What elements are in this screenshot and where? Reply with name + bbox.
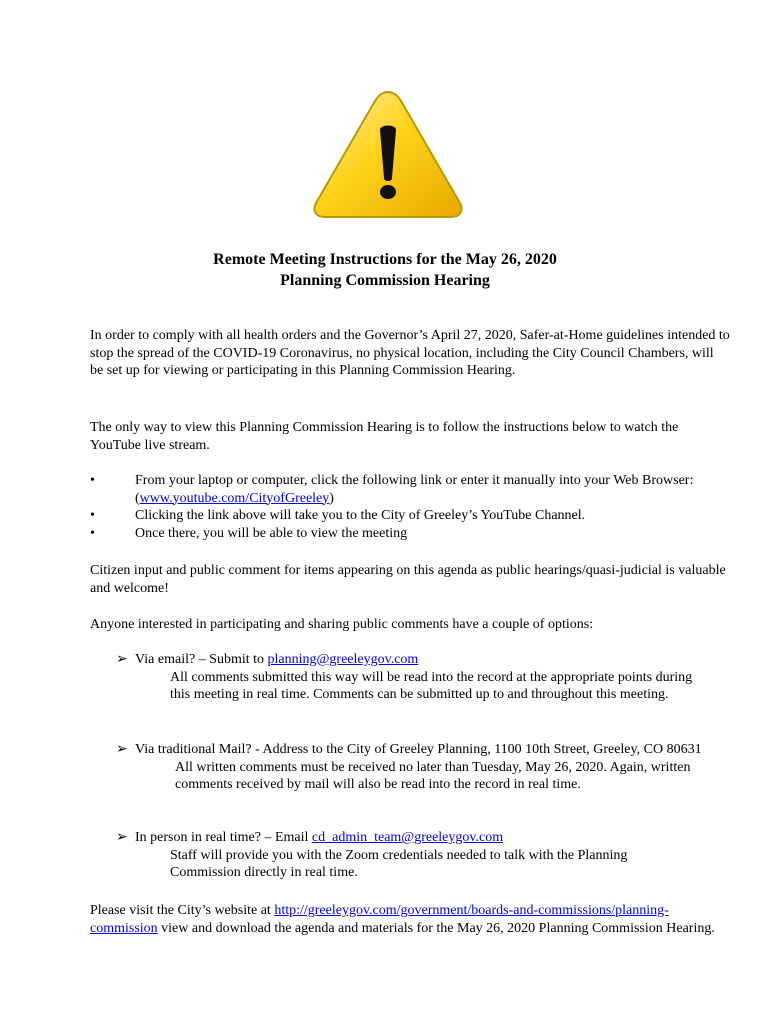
- option-heading-text: In person in real time? – Email: [135, 830, 312, 845]
- planning-email-link[interactable]: planning@greeleygov.com: [267, 652, 419, 667]
- option-in-person: [117, 829, 717, 882]
- option-detail: Staff will provide you with the Zoom credentials needed to talk with the Planning Commission directly in real time.: [170, 847, 628, 881]
- option-heading: [117, 651, 717, 669]
- youtube-link[interactable]: www.youtube.com/CityofGreeley: [139, 490, 330, 506]
- option-mail: [117, 741, 717, 794]
- bullet-icon: •: [90, 525, 95, 541]
- admin-team-email-link[interactable]: cd_admin_team@greeleygov.com: [311, 830, 504, 845]
- bullet-text-end: ): [329, 490, 334, 506]
- list-item: [90, 507, 730, 525]
- option-heading: [117, 829, 717, 847]
- list-item: [90, 525, 730, 543]
- bullet-icon: •: [90, 508, 95, 524]
- viewing-instructions-list: [90, 472, 730, 542]
- page-title: [0, 249, 770, 291]
- bullet-text: From your laptop or computer, click the following link or enter it manually into your Web Browser: (: [135, 473, 694, 506]
- bullet-text: Once there, you will be able to view the meeting: [135, 525, 408, 541]
- options-intro-paragraph: Anyone interested in participating and sharing public comments have a couple of options:: [90, 617, 594, 632]
- planning-commission-website-link[interactable]: http://greeleygov.com/government/boards-and-commissions/planning-commission: [90, 903, 669, 936]
- citizen-input-paragraph: Citizen input and public comment for items appearing on this agenda as public hearings/quasi-judicial is valuable and welcome!: [90, 563, 726, 596]
- title-line-2: Planning Commission Hearing: [280, 272, 490, 289]
- view-intro-paragraph: The only way to view this Planning Commission Hearing is to follow the instructions below to watch the YouTube live stream.: [90, 420, 679, 453]
- closing-paragraph: [90, 902, 730, 937]
- arrow-bullet-icon: ➢: [116, 652, 128, 667]
- option-heading-text: Via email? – Submit to: [135, 652, 268, 667]
- list-item: [90, 472, 730, 507]
- arrow-bullet-icon: ➢: [116, 830, 128, 845]
- bullet-text: Clicking the link above will take you to the City of Greeley’s YouTube Channel.: [135, 508, 586, 524]
- option-email: [117, 651, 717, 704]
- option-detail: All comments submitted this way will be read into the record at the appropriate points during this meeting in real time. Comments can be submitted up to and throughout this meeting.: [170, 669, 693, 703]
- intro-paragraph: In order to comply with all health orders and the Governor’s April 27, 2020, Safer-at-Home guidelines intended to stop the spread of the COVID-19 Coronavirus, no physical location, including the City Council Chambers, will be set up for viewing or participating in this Planning Commission Hearing.: [90, 328, 730, 379]
- arrow-bullet-icon: ➢: [116, 742, 128, 757]
- option-detail: All written comments must be received no later than Tuesday, May 26, 2020. Again, written comments received by mail will also be read into the record in real time.: [175, 759, 691, 793]
- closing-text: Please visit the City’s website at: [90, 903, 275, 918]
- closing-text-end: view and download the agenda and materials for the May 26, 2020 Planning Commission Hearing.: [157, 920, 715, 936]
- option-heading: Via traditional Mail? - Address to the City of Greeley Planning, 1100 10th Street, Greeley, CO 80631: [135, 742, 702, 757]
- title-line-1: Remote Meeting Instructions for the May 26, 2020: [213, 251, 557, 268]
- warning-triangle-icon: [310, 86, 466, 222]
- bullet-icon: •: [90, 473, 95, 488]
